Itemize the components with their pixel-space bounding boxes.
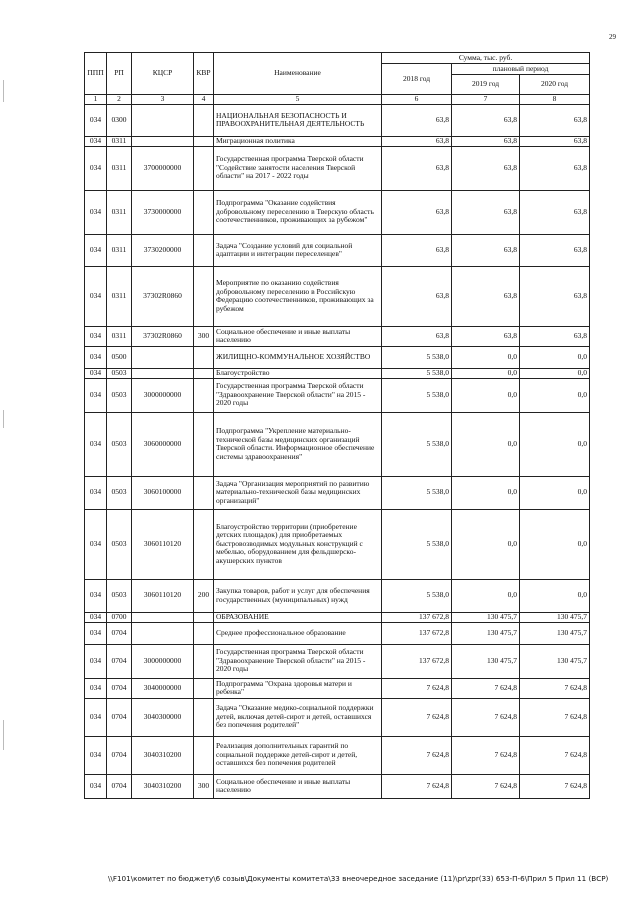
cell-2018: 63,8 xyxy=(382,136,452,146)
cell-rp: 0300 xyxy=(107,104,132,136)
cell-2018: 5 538,0 xyxy=(382,346,452,368)
cell-name: Реализация дополнительных гарантий по социальной поддержке детей-сирот и детей, оставшихся без попечения родителей xyxy=(214,736,382,774)
cell-kvr xyxy=(194,509,214,579)
header-sum: Сумма, тыс. руб. xyxy=(382,53,590,64)
cell-2020: 130 475,7 xyxy=(520,612,590,622)
cell-name: Закупка товаров, работ и услуг для обеспечения государственных (муниципальных) нужд xyxy=(214,579,382,612)
cell-2020: 0,0 xyxy=(520,476,590,509)
index-cell: 3 xyxy=(132,95,194,105)
cell-name: Подпрограмма "Охрана здоровья матери и ребенка" xyxy=(214,678,382,698)
cell-ppp: 034 xyxy=(85,579,107,612)
cell-kvr xyxy=(194,234,214,266)
table-row xyxy=(85,774,590,798)
cell-2019: 0,0 xyxy=(452,346,520,368)
cell-2018: 63,8 xyxy=(382,266,452,326)
index-cell: 7 xyxy=(452,95,520,105)
cell-2020: 0,0 xyxy=(520,579,590,612)
cell-name: Подпрограмма "Оказание содействия добровольному переселению в Тверскую область соотечественников, проживающих за рубежом" xyxy=(214,190,382,234)
table-row xyxy=(85,412,590,476)
cell-ppp: 034 xyxy=(85,368,107,378)
cell-name: Задача "Оказание медико-социальной поддержки детей, включая детей-сирот и детей, оставшихся без попечения родителей" xyxy=(214,698,382,736)
cell-kvr xyxy=(194,622,214,644)
cell-2018: 7 624,8 xyxy=(382,736,452,774)
cell-2019: 63,8 xyxy=(452,190,520,234)
cell-rp: 0704 xyxy=(107,644,132,678)
cell-2018: 63,8 xyxy=(382,234,452,266)
cell-ppp: 034 xyxy=(85,678,107,698)
cell-kcsr: 3060000000 xyxy=(132,412,194,476)
cell-2018: 137 672,8 xyxy=(382,644,452,678)
cell-kvr xyxy=(194,678,214,698)
cell-rp: 0704 xyxy=(107,698,132,736)
cell-name: Социальное обеспечение и иные выплаты населению xyxy=(214,774,382,798)
cell-2019: 63,8 xyxy=(452,326,520,346)
cell-kcsr: 3700000000 xyxy=(132,146,194,190)
cell-ppp: 034 xyxy=(85,736,107,774)
cell-2019: 63,8 xyxy=(452,104,520,136)
cell-2020: 7 624,8 xyxy=(520,678,590,698)
cell-ppp: 034 xyxy=(85,622,107,644)
table-row xyxy=(85,266,590,326)
cell-2020: 63,8 xyxy=(520,326,590,346)
cell-name: Государственная программа Тверской области "Здравоохранение Тверской области" на 2015 - 2020 годы xyxy=(214,644,382,678)
cell-name: Миграционная политика xyxy=(214,136,382,146)
cell-ppp: 034 xyxy=(85,412,107,476)
cell-ppp: 034 xyxy=(85,378,107,412)
cell-2019: 63,8 xyxy=(452,136,520,146)
cell-2019: 0,0 xyxy=(452,378,520,412)
cell-rp: 0503 xyxy=(107,509,132,579)
cell-2019: 0,0 xyxy=(452,509,520,579)
cell-kcsr: 3060100000 xyxy=(132,476,194,509)
cell-kvr xyxy=(194,266,214,326)
header-year-2019: 2019 год xyxy=(452,75,520,95)
cell-kvr xyxy=(194,104,214,136)
cell-2020: 130 475,7 xyxy=(520,622,590,644)
table-row xyxy=(85,579,590,612)
table-row xyxy=(85,368,590,378)
cell-ppp: 034 xyxy=(85,326,107,346)
cell-rp: 0704 xyxy=(107,622,132,644)
cell-ppp: 034 xyxy=(85,346,107,368)
cell-kcsr xyxy=(132,612,194,622)
cell-kvr xyxy=(194,136,214,146)
cell-kvr: 200 xyxy=(194,579,214,612)
cell-rp: 0311 xyxy=(107,146,132,190)
cell-rp: 0500 xyxy=(107,346,132,368)
header-ppp: ППП xyxy=(85,53,107,95)
cell-rp: 0311 xyxy=(107,266,132,326)
cell-2018: 63,8 xyxy=(382,326,452,346)
cell-2020: 7 624,8 xyxy=(520,736,590,774)
cell-rp: 0700 xyxy=(107,612,132,622)
cell-2018: 63,8 xyxy=(382,190,452,234)
cell-2019: 63,8 xyxy=(452,234,520,266)
table-row xyxy=(85,476,590,509)
cell-2018: 5 538,0 xyxy=(382,368,452,378)
header-rp: РП xyxy=(107,53,132,95)
cell-ppp: 034 xyxy=(85,774,107,798)
table-row xyxy=(85,234,590,266)
cell-kvr xyxy=(194,378,214,412)
cell-2018: 7 624,8 xyxy=(382,678,452,698)
cell-2019: 130 475,7 xyxy=(452,612,520,622)
cell-rp: 0704 xyxy=(107,678,132,698)
cell-2018: 5 538,0 xyxy=(382,378,452,412)
cell-2018: 5 538,0 xyxy=(382,412,452,476)
index-cell: 5 xyxy=(214,95,382,105)
cell-kcsr xyxy=(132,368,194,378)
cell-ppp: 034 xyxy=(85,509,107,579)
margin-mark xyxy=(3,720,4,750)
cell-name: Благоустройство xyxy=(214,368,382,378)
cell-name: Государственная программа Тверской области "Содействие занятости населения Тверской области" на 2017 - 2022 годы xyxy=(214,146,382,190)
cell-2020: 63,8 xyxy=(520,146,590,190)
header-kcsr: КЦСР xyxy=(132,53,194,95)
cell-ppp: 034 xyxy=(85,266,107,326)
margin-mark xyxy=(3,80,4,102)
cell-2020: 0,0 xyxy=(520,368,590,378)
cell-rp: 0311 xyxy=(107,190,132,234)
cell-2020: 0,0 xyxy=(520,346,590,368)
cell-name: Социальное обеспечение и иные выплаты населению xyxy=(214,326,382,346)
cell-rp: 0503 xyxy=(107,579,132,612)
cell-ppp: 034 xyxy=(85,190,107,234)
cell-name: НАЦИОНАЛЬНАЯ БЕЗОПАСНОСТЬ И ПРАВООХРАНИТЕЛЬНАЯ ДЕЯТЕЛЬНОСТЬ xyxy=(214,104,382,136)
cell-2020: 63,8 xyxy=(520,266,590,326)
cell-ppp: 034 xyxy=(85,476,107,509)
cell-ppp: 034 xyxy=(85,644,107,678)
cell-kvr: 300 xyxy=(194,774,214,798)
cell-2018: 5 538,0 xyxy=(382,509,452,579)
cell-2020: 63,8 xyxy=(520,190,590,234)
cell-rp: 0503 xyxy=(107,476,132,509)
cell-kvr xyxy=(194,476,214,509)
table-row xyxy=(85,326,590,346)
cell-name: Среднее профессиональное образование xyxy=(214,622,382,644)
header-year-2020: 2020 год xyxy=(520,75,590,95)
cell-kcsr: 3000000000 xyxy=(132,378,194,412)
cell-kcsr xyxy=(132,622,194,644)
cell-2018: 5 538,0 xyxy=(382,476,452,509)
table-row xyxy=(85,190,590,234)
cell-2020: 0,0 xyxy=(520,412,590,476)
index-cell: 8 xyxy=(520,95,590,105)
cell-name: Задача "Организация мероприятий по развитию материально-технической базы медицинских организаций" xyxy=(214,476,382,509)
cell-2020: 63,8 xyxy=(520,234,590,266)
header-kvr: КВР xyxy=(194,53,214,95)
cell-kvr xyxy=(194,612,214,622)
cell-ppp: 034 xyxy=(85,136,107,146)
index-cell: 4 xyxy=(194,95,214,105)
cell-name: Государственная программа Тверской области "Здравоохранение Тверской области" на 2015 - 2020 годы xyxy=(214,378,382,412)
table-row xyxy=(85,509,590,579)
cell-2020: 0,0 xyxy=(520,378,590,412)
cell-2019: 63,8 xyxy=(452,266,520,326)
cell-rp: 0503 xyxy=(107,412,132,476)
cell-2019: 0,0 xyxy=(452,368,520,378)
cell-2019: 130 475,7 xyxy=(452,622,520,644)
cell-kvr xyxy=(194,190,214,234)
cell-2018: 63,8 xyxy=(382,146,452,190)
cell-rp: 0704 xyxy=(107,774,132,798)
cell-ppp: 034 xyxy=(85,104,107,136)
cell-2020: 7 624,8 xyxy=(520,698,590,736)
cell-ppp: 034 xyxy=(85,612,107,622)
cell-kcsr: 3040310200 xyxy=(132,736,194,774)
cell-rp: 0311 xyxy=(107,326,132,346)
cell-name: ЖИЛИЩНО-КОММУНАЛЬНОЕ ХОЗЯЙСТВО xyxy=(214,346,382,368)
table-row xyxy=(85,346,590,368)
cell-ppp: 034 xyxy=(85,698,107,736)
cell-kvr: 300 xyxy=(194,326,214,346)
cell-kcsr: 3730000000 xyxy=(132,190,194,234)
cell-name: Задача "Создание условий для социальной адаптации и интеграции переселенцев" xyxy=(214,234,382,266)
cell-2020: 63,8 xyxy=(520,136,590,146)
cell-name: Подпрограмма "Укрепление материально-технической базы медицинских организаций Тверской области. Информационное обеспечение системы здравоохранения" xyxy=(214,412,382,476)
cell-kvr xyxy=(194,146,214,190)
table-row xyxy=(85,698,590,736)
cell-2019: 0,0 xyxy=(452,476,520,509)
cell-ppp: 034 xyxy=(85,146,107,190)
cell-2018: 137 672,8 xyxy=(382,612,452,622)
cell-2019: 0,0 xyxy=(452,579,520,612)
cell-2018: 7 624,8 xyxy=(382,698,452,736)
cell-2018: 5 538,0 xyxy=(382,579,452,612)
cell-kcsr: 3040310200 xyxy=(132,774,194,798)
table-row xyxy=(85,378,590,412)
index-cell: 2 xyxy=(107,95,132,105)
cell-2019: 7 624,8 xyxy=(452,736,520,774)
cell-name: ОБРАЗОВАНИЕ xyxy=(214,612,382,622)
cell-kvr xyxy=(194,736,214,774)
cell-kcsr: 3040000000 xyxy=(132,678,194,698)
cell-2019: 7 624,8 xyxy=(452,698,520,736)
table-row xyxy=(85,678,590,698)
header-name: Наименование xyxy=(214,53,382,95)
cell-2020: 63,8 xyxy=(520,104,590,136)
cell-kcsr xyxy=(132,136,194,146)
cell-kvr xyxy=(194,346,214,368)
cell-kcsr: 3040300000 xyxy=(132,698,194,736)
cell-rp: 0503 xyxy=(107,378,132,412)
cell-2019: 130 475,7 xyxy=(452,644,520,678)
table-row xyxy=(85,104,590,136)
file-path-footer: \\F101\комитет по бюджету\6 созыв\Документы комитета\33 внеочередное заседание (11)\pr\zpr(33) 653-П-6\Прил 5 Прил 11 (ВСР) xyxy=(108,874,609,883)
cell-kvr xyxy=(194,412,214,476)
cell-2020: 7 624,8 xyxy=(520,774,590,798)
cell-ppp: 034 xyxy=(85,234,107,266)
cell-2018: 63,8 xyxy=(382,104,452,136)
cell-rp: 0704 xyxy=(107,736,132,774)
table-row xyxy=(85,644,590,678)
cell-2019: 7 624,8 xyxy=(452,774,520,798)
cell-2019: 63,8 xyxy=(452,146,520,190)
cell-2019: 7 624,8 xyxy=(452,678,520,698)
cell-rp: 0311 xyxy=(107,136,132,146)
cell-rp: 0311 xyxy=(107,234,132,266)
cell-2020: 130 475,7 xyxy=(520,644,590,678)
page-number: 29 xyxy=(609,33,616,41)
table-row xyxy=(85,146,590,190)
cell-2018: 7 624,8 xyxy=(382,774,452,798)
index-cell: 6 xyxy=(382,95,452,105)
cell-kcsr xyxy=(132,346,194,368)
table-row xyxy=(85,736,590,774)
header-year-2018: 2018 год xyxy=(382,64,452,95)
cell-kvr xyxy=(194,368,214,378)
cell-2018: 137 672,8 xyxy=(382,622,452,644)
cell-name: Благоустройство территории (приобретение детских площадок) для приобретаемых быстровозводимых модульных конструкций с мебелью, оборудованием для фельдшерско-акушерских пунктов xyxy=(214,509,382,579)
cell-kcsr: 3060110120 xyxy=(132,579,194,612)
table-row xyxy=(85,136,590,146)
cell-kvr xyxy=(194,698,214,736)
cell-kcsr xyxy=(132,104,194,136)
cell-2019: 0,0 xyxy=(452,412,520,476)
index-cell: 1 xyxy=(85,95,107,105)
cell-name: Мероприятие по оказанию содействия добровольному переселению в Российскую Федерацию соотечественников, проживающих за рубежом xyxy=(214,266,382,326)
table-row xyxy=(85,622,590,644)
table-row xyxy=(85,612,590,622)
budget-table xyxy=(84,52,590,799)
cell-kcsr: 3060110120 xyxy=(132,509,194,579)
cell-rp: 0503 xyxy=(107,368,132,378)
cell-kcsr: 37302R0860 xyxy=(132,266,194,326)
cell-kcsr: 3730200000 xyxy=(132,234,194,266)
cell-kcsr: 3000000000 xyxy=(132,644,194,678)
cell-2020: 0,0 xyxy=(520,509,590,579)
cell-kvr xyxy=(194,644,214,678)
cell-kcsr: 37302R0860 xyxy=(132,326,194,346)
header-plan-period: плановый период xyxy=(452,64,590,75)
margin-mark xyxy=(3,410,4,428)
